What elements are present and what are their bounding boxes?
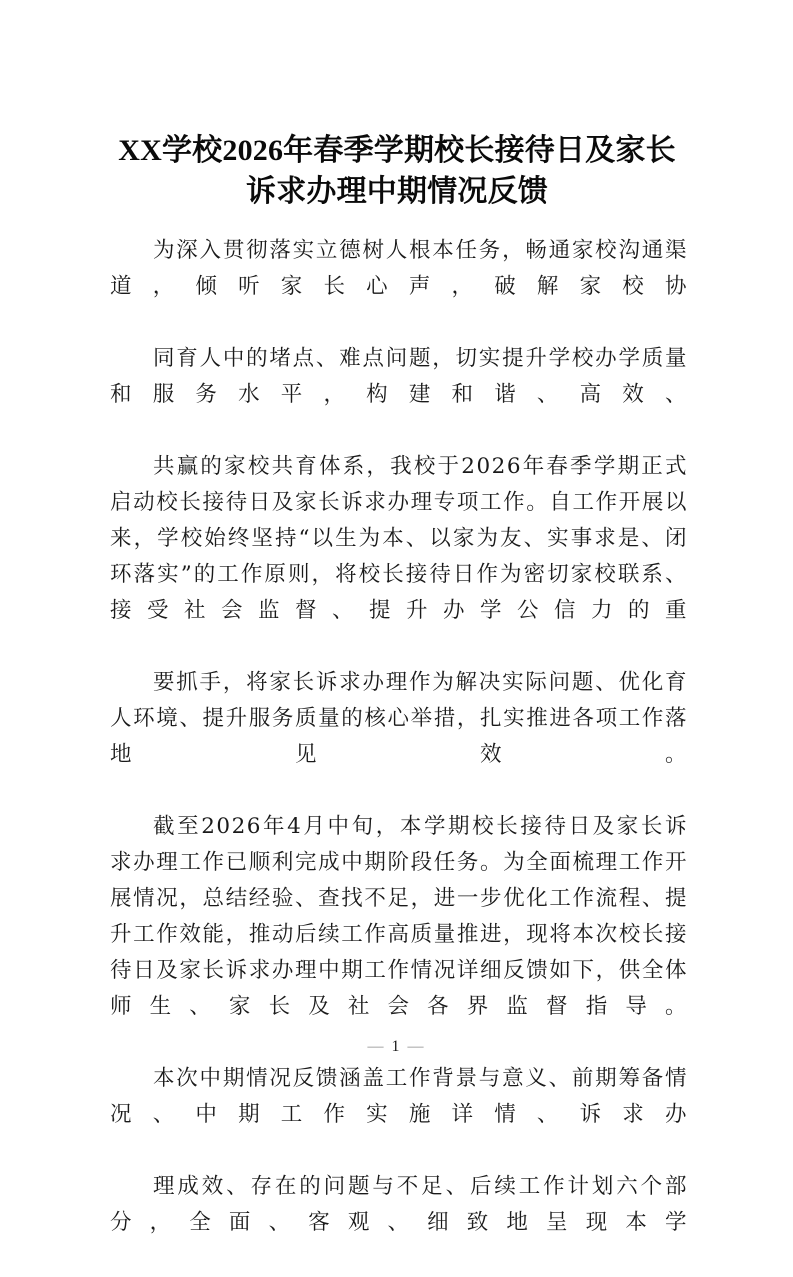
footer-dash-right: — <box>407 1038 426 1055</box>
page-title: XX学校2026年春季学期校长接待日及家长诉求办理中期情况反馈 <box>118 134 676 209</box>
body-paragraph: 为深入贯彻落实立德树人根本任务，畅通家校沟通渠道，倾听家长心声，破解家校协 <box>110 238 688 299</box>
footer-dash-left: — <box>367 1038 386 1055</box>
body-paragraph: 本次中期情况反馈涵盖工作背景与意义、前期筹备情况、中期工作实施详情、诉求办 <box>110 1066 688 1127</box>
body-paragraph: 同育人中的堵点、难点问题，切实提升学校办学质量和服务水平，构建和谐、高效、 <box>110 346 688 407</box>
body-paragraph: 共赢的家校共育体系，我校于2026年春季学期正式启动校长接待日及家长诉求办理专项工作。自工作开展以来，学校始终坚持“以生为本、以家为友、实事求是、闭环落实”的工作原则，将校长接待日作为密切家校联系、接受社会监督、提升办学公信力的重 <box>110 454 688 623</box>
document-body <box>110 233 688 1277</box>
body-paragraph: 理成效、存在的问题与不足、后续工作计划六个部分，全面、客观、细致地呈现本学 <box>110 1174 688 1235</box>
page-number: 1 <box>391 1038 402 1055</box>
body-paragraph: 截至2026年4月中旬，本学期校长接待日及家长诉求办理工作已顺利完成中期阶段任务。为全面梳理工作开展情况，总结经验、查找不足，进一步优化工作流程、提升工作效能，推动后续工作高质量推进，现将本次校长接待日及家长诉求办理中期工作情况详细反馈如下，供全体师生、家长及社会各界监督指导。 <box>110 814 688 1019</box>
page-footer <box>0 1036 793 1058</box>
body-paragraph: 要抓手，将家长诉求办理作为解决实际问题、优化育人环境、提升服务质量的核心举措，扎实推进各项工作落地见效。 <box>110 670 688 767</box>
